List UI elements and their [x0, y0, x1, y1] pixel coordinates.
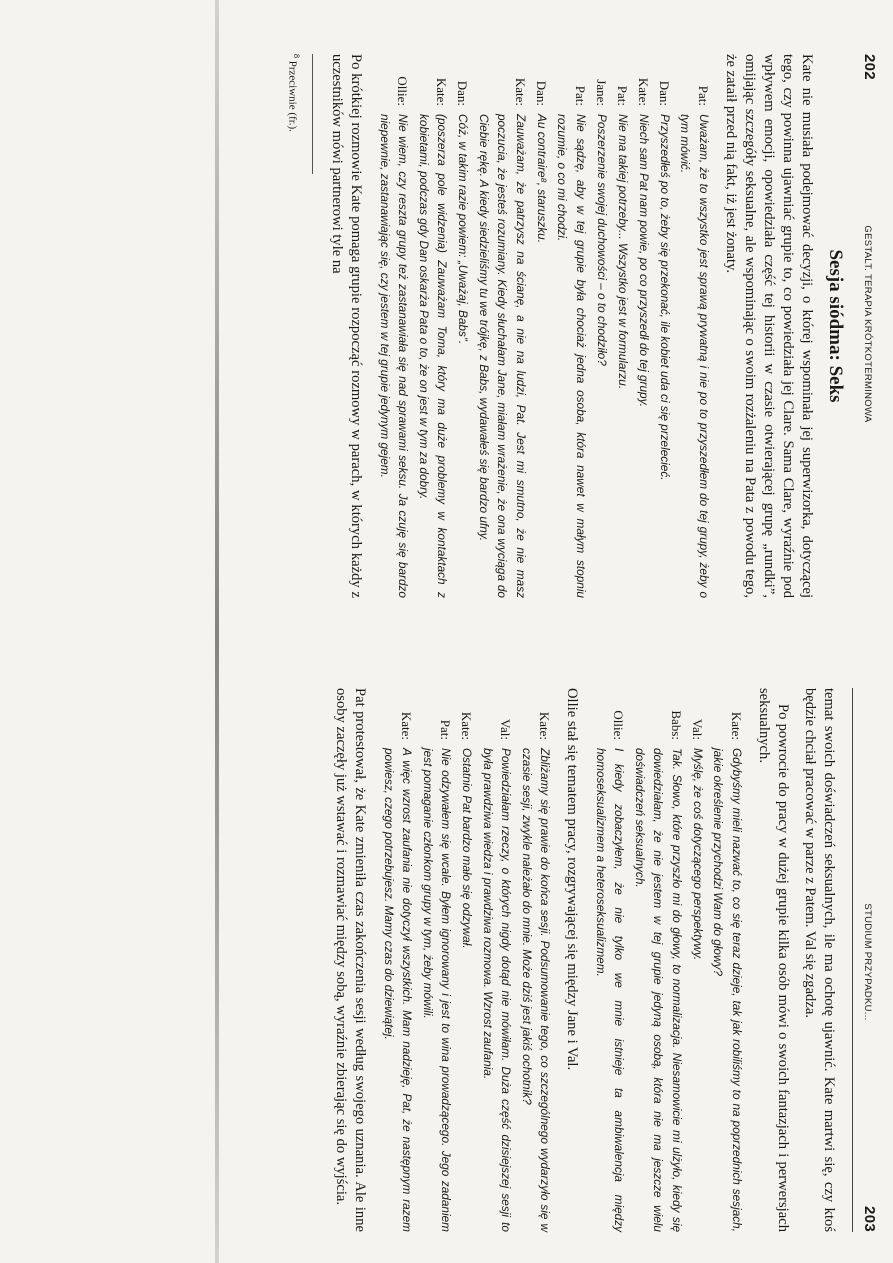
footnote-text: Przeciwnie (fr.).	[286, 60, 299, 132]
utterance: Powiedziałam rzeczy, o których nigdy dotąd nie mówiłam. Duża część dzisiejszej sesji to była prawdziwa wiedza i prawdziwa rozmowa. Wzrost zaufania.	[481, 748, 514, 1232]
speaker: Kate:	[537, 711, 553, 740]
utterance: Myślę, że coś dotyczącego perspektywy.	[691, 748, 705, 961]
dialogue-turn	[415, 54, 452, 598]
speaker: Dan:	[657, 80, 672, 106]
utterance: Zauważam, że patrzysz na ścianę, a nie na ludzi, Pat. Jest mi smutno, że nie masz poczucia, że jesteś rozumiany. Kiedy słuchałam Jane, miałam wrażenie, że ona wyciąga do Ciebie rękę. A kiedy siedzieliśmy tu we trójkę, z Babs, wydawałeś się bardzo ufny.	[477, 114, 528, 598]
footnote	[283, 54, 307, 598]
speaker: Val:	[498, 719, 514, 740]
utterance: (poszerza pole widzenia) Zauważam Toma, który ma duże problemy w kontaktach z kobietami, podczas gdy Dan oskarża Pata o to, że on jest w tym za dobry.	[417, 114, 450, 598]
utterance: Nie ma takiej potrzeby... Wszystko jest w formularzu.	[616, 114, 630, 390]
speaker: Dan:	[455, 80, 471, 106]
utterance: Poszerzenie swojej duchowości – o to chodziło?	[595, 114, 609, 366]
utterance: Niech sam Pat nam powie, po co przyszedł do tej grupy.	[637, 114, 651, 407]
dialogue-turn	[634, 54, 653, 598]
utterance: Przyszedłeś po to, żeby się przekonać, ile kobiet uda ci się przelecieć.	[658, 114, 672, 481]
section-title: Sesja siódma: Seks	[825, 249, 846, 403]
running-head	[853, 688, 893, 1232]
dialogue	[376, 54, 714, 598]
speaker: Pat:	[615, 85, 630, 106]
paragraph: Pat protestował, że Kate zmieniła czas zakończenia sesji według swojego uznania. Ale inne osoby zaczęły już wstawać i rozmawiać między sobą, wyraźnie zbierając się do wyjścia.	[333, 688, 369, 1232]
speaker: Babs:	[669, 710, 684, 740]
speaker: Dan:	[534, 80, 549, 106]
speaker: Ollie:	[611, 710, 627, 740]
speaker: Kate:	[636, 77, 651, 106]
speaker: Kate:	[729, 711, 744, 740]
page-number: 202	[861, 54, 878, 80]
utterance: Nie odzywałem się wcale. Byłem ignorowany i jest to wina prowadzącego. Jego zadaniem jest pomaganie członkom grupy w tym, żeby mówili.	[421, 748, 454, 1232]
dialogue-turn	[518, 688, 555, 1232]
paragraph: Po powrocie do pracy w dużej grupie kilka osób mówi o swoich fantazjach i perwersjach seksualnych.	[756, 688, 791, 1232]
utterance: Tak. Słowo, które przyszło mi do głowy, to normalizacja. Niesamowicie mi ulżyło, kiedy się dowiedziałam, że nie jestem w tej grupie jedyną osobą, która nie ma jeszcze wielu doświadczeń seksualnych.	[633, 748, 684, 1232]
intro-paragraph: Kate nie musiała podejmować decyzji, o której wspominała jej superwizorka, dotyczącej tego, czy powinna ujawniać grupie to, co powiedziała jej Clare. Sama Clare, wyraźnie pod wpływem emocji, opowiedziała część tej historii w czasie otwierającej grupę „rundki”, omijając szczegóły seksualne, ale wspominając o swoim rozżaleniu na Pata z powodu tego, że zataił przed nią fakt, iż jest żonaty.	[723, 54, 815, 598]
speaker: Jane:	[594, 79, 609, 106]
dialogue-turn	[532, 54, 551, 598]
dialogue-turn	[458, 688, 477, 1232]
utterance: Uważam, że to wszystko jest sprawą prywatną i nie po to przyszedłem do tej grupy, żeby o tym mówić.	[678, 114, 711, 598]
dialogue-turn	[380, 688, 417, 1232]
utterance: Zbliżamy się prawie do końca sesji. Podsumowanie tego, co szczególnego wydarzyło się w czasie sesji, zwykle należało do mnie. Może dziś jest jakiś ochotnik?	[520, 748, 553, 1232]
utterance: Gdybyśmy mieli nazwać to, co się teraz dzieje, tak jak robiliśmy to na poprzednich sesjach, jakie określenie przychodzi Wam do głowy?	[711, 748, 744, 1232]
page-203	[0, 640, 893, 1260]
dialogue-turn	[592, 54, 611, 598]
dialogue-turn	[676, 54, 713, 598]
header-divider	[852, 688, 853, 1232]
running-head-title: STUDIUM PRZYPADKU...	[862, 903, 873, 1021]
utterance: I kiedy zobaczyłem, że nie tylko we mnie istnieje ta ambiwalencja między homoseksualizmem a heteroseksualizmem.	[594, 748, 627, 1232]
speaker: Pat:	[573, 85, 588, 106]
dialogue-turn	[688, 688, 707, 1232]
speaker: Ollie:	[395, 76, 411, 106]
dialogue-turn	[592, 688, 629, 1232]
dialogue-turn	[419, 688, 456, 1232]
speaker: Val:	[690, 719, 705, 740]
speaker: Kate:	[434, 77, 450, 106]
running-head-title: GESTALT. TERAPIA KRÓTKOTERMINOWA	[862, 225, 873, 423]
page-202	[0, 10, 893, 630]
footnote-mark: 8	[292, 54, 302, 58]
utterance: Cóż, w takim razie powiem: „Uważaj, Babs”.	[456, 114, 471, 345]
dialogue	[592, 688, 747, 1232]
dialogue-turn	[454, 54, 473, 598]
utterance: A więc wzrost zaufania nie dotyczył wszystkich. Mam nadzieję, Pat, że następnym razem powiesz, czego potrzebujesz. Mamy czas do dziewiątej.	[382, 748, 415, 1232]
speaker: Pat:	[696, 85, 711, 106]
dialogue	[380, 688, 555, 1232]
running-head	[853, 54, 893, 598]
utterance: Nie wiem, czy reszta grupy też zastanawiała się nad sprawami seksu. Ja czuję się bardzo niepewnie, zastanawiając się, czy jestem w tej grupie jedynym gejem.	[378, 114, 411, 598]
dialogue-turn	[479, 688, 516, 1232]
utterance: Nie sądzę, aby w tej grupie była chociaż jedna osoba, która nawet w małym stopniu rozumie, o co mi chodzi.	[555, 114, 588, 598]
paragraph: Ollie stał się tematem pracy, rozgrywającej się między Jane i Val.	[564, 688, 581, 1071]
speaker: Kate:	[513, 77, 528, 106]
speaker: Kate:	[399, 711, 415, 740]
dialogue-turn	[376, 54, 413, 598]
speaker: Pat:	[438, 719, 454, 740]
dialogue-turn	[553, 54, 590, 598]
dialogue-turn	[709, 688, 746, 1232]
speaker: Kate:	[459, 711, 475, 740]
outro-paragraph: Po krótkiej rozmowie Kate pomaga grupie rozpocząć rozmowy w parach, w których każdy z uczestników mówi partnerowi tyle na	[329, 54, 365, 598]
utterance: Ostatnio Pat bardzo mało się odzywał.	[460, 748, 475, 949]
dialogue-turn	[631, 688, 687, 1232]
continuation-paragraph: temat swoich doświadczeń seksualnych, ile ma ochotę ujawnić. Kate martwi się, czy ktoś będzie chciał pracować w parze z Patem. Val się zgadza.	[802, 688, 837, 1232]
footnote-divider	[313, 54, 314, 174]
dialogue-turn	[613, 54, 632, 598]
dialogue-turn	[475, 54, 531, 598]
dialogue-turn	[655, 54, 674, 598]
utterance: Au contraire⁸, staruszku.	[535, 114, 549, 244]
page-number: 203	[861, 1206, 878, 1232]
